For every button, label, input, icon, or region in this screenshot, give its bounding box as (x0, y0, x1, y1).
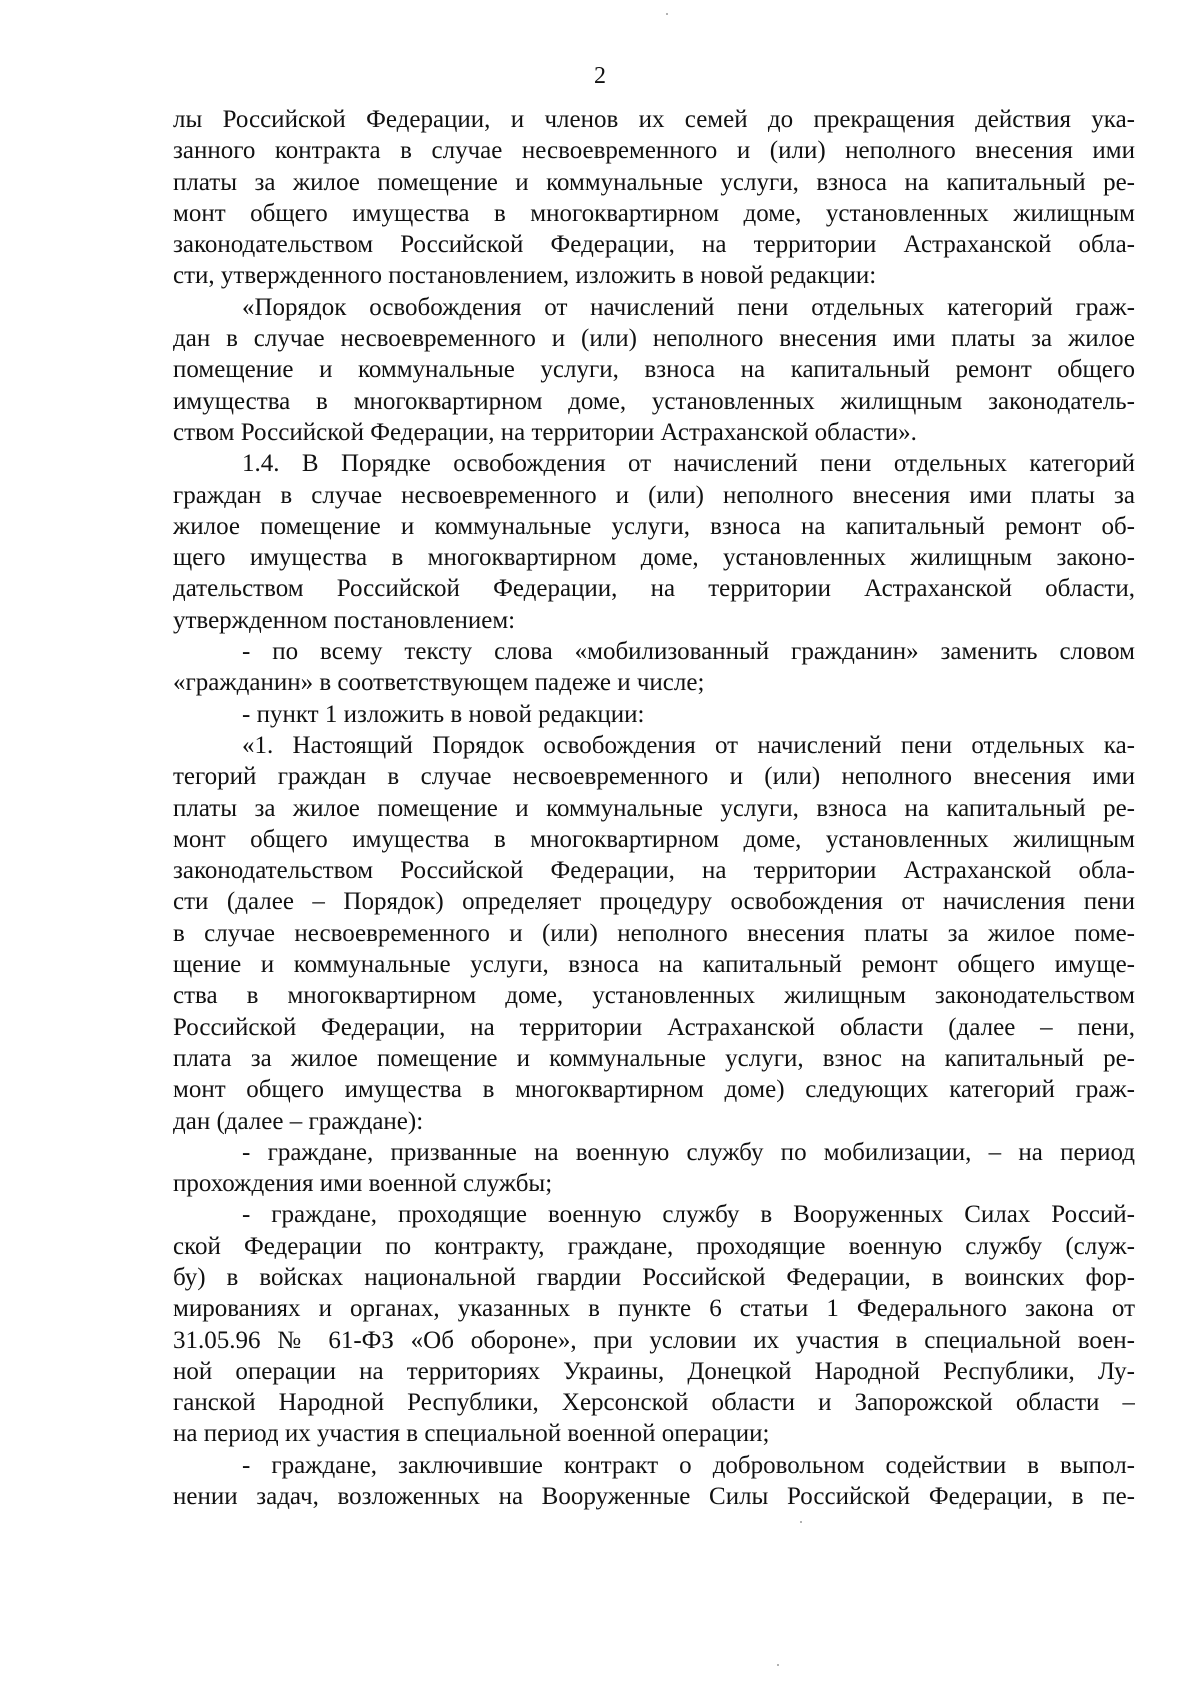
text-line: дан в случае несвоевременного и (или) неполного внесения ими платы за жилое (173, 325, 1135, 353)
text-line: на период их участия в специальной военной операции; (173, 1420, 770, 1448)
text-line: дательством Российской Федерации, на территории Астраханской области, (173, 575, 1135, 603)
paragraph (173, 1137, 1135, 1200)
paragraph (173, 1199, 1135, 1449)
text-line: законодательством Российской Федерации, на территории Астраханской обла- (173, 857, 1135, 885)
text-line: - граждане, проходящие военную службу в Вооруженных Силах Россий- (242, 1201, 1135, 1229)
text-line: монт общего имущества в многоквартирном доме, установленных жилищным (173, 199, 1135, 227)
text-line: прохождения ими военной службы; (173, 1170, 553, 1198)
text-line: дан (далее – граждане): (173, 1107, 424, 1135)
scan-speck (777, 1664, 779, 1666)
text-line: - граждане, заключившие контракт о добровольном содействии в выпол- (242, 1451, 1135, 1479)
text-line: - пункт 1 изложить в новой редакции: (242, 700, 645, 728)
text-line: мированиях и органах, указанных в пункте 6 статьи 1 Федерального закона от (173, 1295, 1135, 1323)
text-line: монт общего имущества в многоквартирном доме, установленных жилищным (173, 825, 1135, 853)
text-line: тегорий граждан в случае несвоевременного и (или) неполного внесения ими (173, 763, 1135, 791)
paragraph (173, 104, 1135, 292)
paragraph (173, 1450, 1135, 1513)
text-line: - граждане, призванные на военную службу по мобилизации, – на период (242, 1138, 1135, 1166)
paragraph (173, 730, 1135, 1137)
text-line: 31.05.96 № 61-ФЗ «Об обороне», при условии их участия в специальной воен- (173, 1326, 1135, 1354)
scan-speck (666, 13, 668, 15)
text-line: ганской Народной Республики, Херсонской области и Запорожской области – (173, 1389, 1135, 1417)
paragraph (173, 292, 1135, 448)
text-line: щего имущества в многоквартирном доме, установленных жилищным законо- (173, 544, 1135, 572)
text-line: в случае несвоевременного и (или) неполного внесения платы за жилое поме- (173, 919, 1135, 947)
text-line: сти, утвержденного постановлением, изложить в новой редакции: (173, 262, 877, 290)
text-line: «1. Настоящий Порядок освобождения от начислений пени отдельных ка- (242, 731, 1135, 759)
paragraph (173, 699, 1135, 730)
text-line: имущества в многоквартирном доме, установленных жилищным законодатель- (173, 387, 1135, 415)
text-line: «гражданин» в соответствующем падеже и числе; (173, 669, 705, 697)
text-line: сти (далее – Порядок) определяет процедуру освобождения от начисления пени (173, 888, 1135, 916)
text-line: занного контракта в случае несвоевременного и (или) неполного внесения ими (173, 137, 1135, 165)
text-line: платы за жилое помещение и коммунальные услуги, взноса на капитальный ре- (173, 794, 1135, 822)
text-line: бу) в войсках национальной гвардии Российской Федерации, в воинских фор- (173, 1263, 1135, 1291)
text-line: 1.4. В Порядке освобождения от начислений пени отдельных категорий (242, 450, 1135, 478)
text-line: монт общего имущества в многоквартирном доме) следующих категорий граж- (173, 1076, 1135, 1104)
scan-speck (800, 1521, 802, 1523)
text-line: утвержденном постановлением: (173, 606, 516, 634)
text-line: законодательством Российской Федерации, на территории Астраханской обла- (173, 231, 1135, 259)
text-line: помещение и коммунальные услуги, взноса на капитальный ремонт общего (173, 356, 1135, 384)
text-line: щение и коммунальные услуги, взноса на капитальный ремонт общего имуще- (173, 951, 1135, 979)
text-line: ством Российской Федерации, на территории Астраханской области». (173, 418, 917, 446)
text-line: плата за жилое помещение и коммунальные услуги, взнос на капитальный ре- (173, 1044, 1135, 1072)
paragraph (173, 448, 1135, 636)
text-line: «Порядок освобождения от начислений пени отдельных категорий граж- (242, 293, 1135, 321)
text-line: - по всему тексту слова «мобилизованный гражданин» заменить словом (242, 638, 1135, 666)
text-line: ства в многоквартирном доме, установленных жилищным законодательством (173, 982, 1135, 1010)
paragraph (173, 636, 1135, 699)
text-line: граждан в случае несвоевременного и (или) неполного внесения ими платы за (173, 481, 1135, 509)
text-line: жилое помещение и коммунальные услуги, взноса на капитальный ремонт об- (173, 512, 1135, 540)
text-line: ной операции на территориях Украины, Донецкой Народной Республики, Лу- (173, 1357, 1135, 1385)
page-number: 2 (594, 63, 606, 89)
text-line: ской Федерации по контракту, граждане, проходящие военную службу (служ- (173, 1232, 1135, 1260)
text-line: нении задач, возложенных на Вооруженные Силы Российской Федерации, в пе- (173, 1483, 1135, 1511)
text-line: платы за жилое помещение и коммунальные услуги, взноса на капитальный ре- (173, 168, 1135, 196)
document-body (173, 104, 1135, 1512)
text-line: Российской Федерации, на территории Астраханской области (далее – пени, (173, 1013, 1135, 1041)
text-line: лы Российской Федерации, и членов их семей до прекращения действия ука- (173, 106, 1135, 133)
